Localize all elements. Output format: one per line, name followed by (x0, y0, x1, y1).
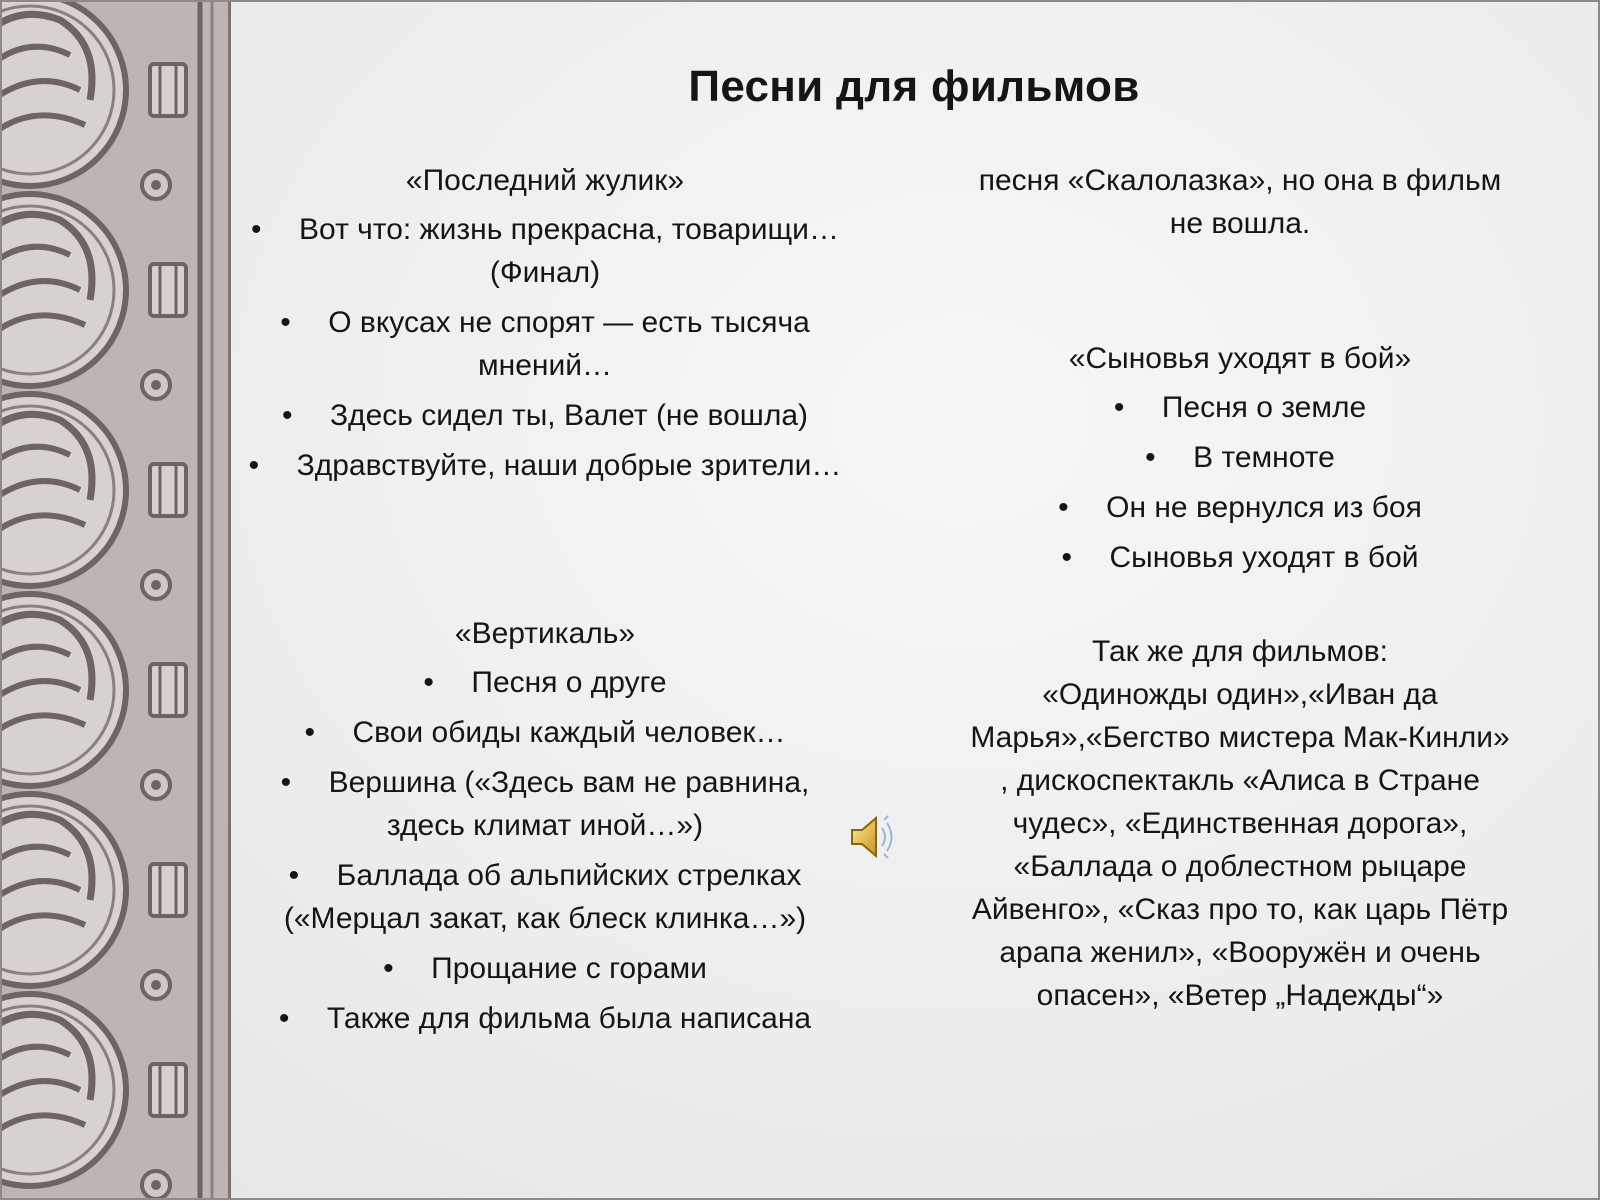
song-list-vertikal (240, 661, 850, 1040)
left-column (240, 159, 850, 1047)
spacer (965, 586, 1515, 630)
list-item: • Он не вернулся из боя (965, 486, 1515, 529)
bullet: • (1058, 491, 1069, 524)
bullet: • (423, 666, 434, 699)
list-item: • О вкусах не спорят — есть тысяча мнений… (240, 301, 850, 387)
bullet: • (1145, 441, 1156, 474)
list-item: • Свои обиды каждый человек… (240, 711, 850, 754)
song-list-posledniy-zhulik (240, 208, 850, 487)
other-films-lead: Так же для фильмов: (1092, 635, 1388, 668)
list-item: • Здравствуйте, наши добрые зрители… (240, 444, 850, 487)
list-item: • Песня о земле (965, 386, 1515, 429)
bullet: • (1113, 391, 1125, 424)
bullet: • (304, 716, 315, 749)
list-item: • Баллада об альпийских стрелках («Мерцал закат, как блеск клинка…») (240, 854, 850, 940)
list-item: • Здесь сидел ты, Валет (не вошла) (240, 394, 850, 437)
section-heading-synovya: «Сыновья уходят в бой» (1068, 342, 1412, 375)
list-item: • Сыновья уходят в бой (965, 536, 1515, 579)
list-item: • Вот что: жизнь прекрасна, товарищи…(Финал) (240, 208, 850, 294)
bullet: • (280, 306, 291, 339)
song-list-synovya (965, 386, 1515, 579)
bullet: • (278, 1002, 290, 1035)
list-item: • Вершина («Здесь вам не равнина, здесь климат иной…») (240, 761, 850, 847)
spacer (965, 245, 1515, 337)
ornament-pattern (0, 0, 228, 1200)
decorative-ornament-border (0, 0, 231, 1200)
bullet: • (280, 766, 292, 799)
list-item: • Также для фильма была написана (240, 997, 850, 1040)
bullet: • (248, 449, 260, 482)
list-item: • В темноте (965, 436, 1515, 479)
list-item: • Песня о друге (240, 661, 850, 704)
spacer (240, 494, 850, 612)
bullet: • (1061, 541, 1072, 574)
slide-title: Песни для фильмов (688, 62, 1140, 111)
section-heading-posledniy-zhulik: «Последний жулик» (405, 164, 685, 197)
speaker-icon[interactable] (848, 812, 900, 862)
continuation-text: песня «Скалолазка», но она в фильм не вошла. (978, 164, 1502, 240)
bullet: • (383, 952, 394, 985)
right-column (965, 159, 1515, 1017)
bullet: • (288, 859, 300, 892)
bullet: • (251, 213, 262, 246)
bullet: • (281, 399, 293, 432)
list-item: • Прощание с горами (240, 947, 850, 990)
section-heading-vertikal: «Вертикаль» (454, 617, 636, 650)
other-films-text: «Одиножды один»,«Иван да Марья»,«Бегство мистера Мак-Кинли» , дискоспектакль «Алиса в Стране чудес», «Единственная дорога», «Баллада о доблестном рыцаре Айвенго», «Сказ про то, как царь Пётр арапа женил», «Вооружён и очень опасен», «Ветер „Надежды“» (970, 678, 1510, 1012)
